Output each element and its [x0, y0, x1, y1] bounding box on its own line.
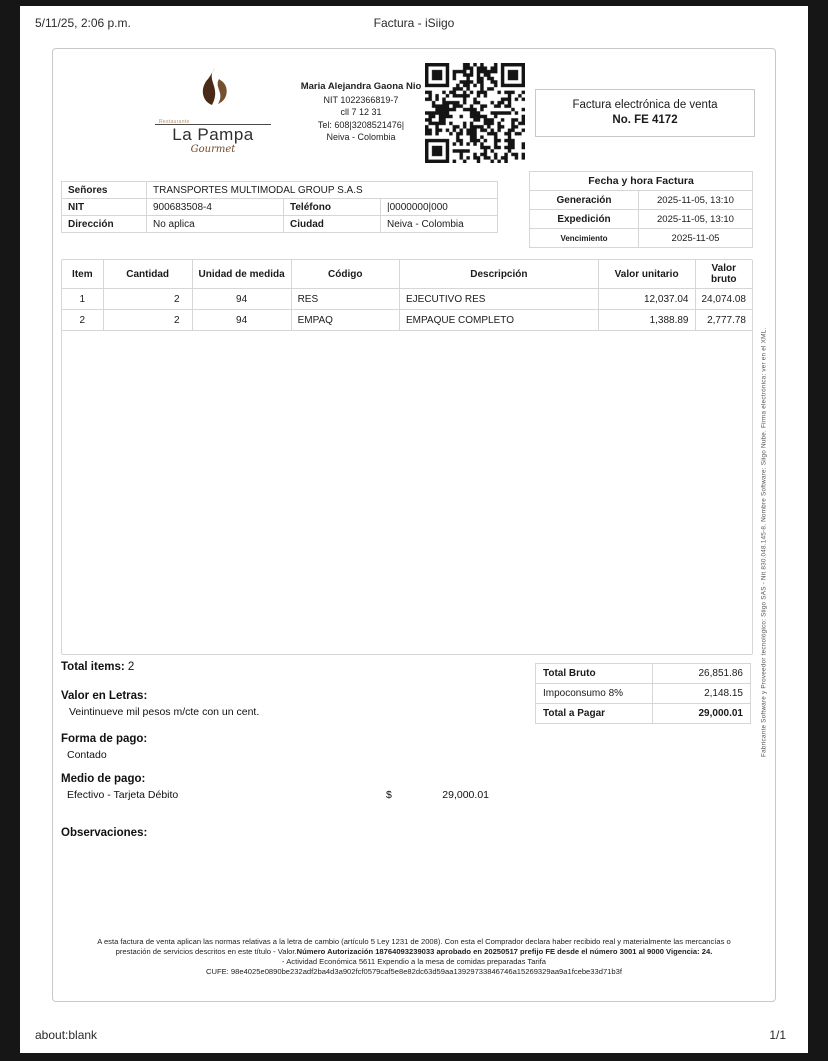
software-provider-note: Fabricante Software y Proveedor tecnológico: Siigo SAS - Nit 830.048.145-8. Nombre Software: Siigo Nube. Firma electrónica: ver en el XML. [760, 327, 768, 757]
medio-pago-value: Efectivo - Tarjeta Débito [67, 789, 179, 801]
customer-ciudad-label: Ciudad [284, 216, 381, 233]
qr-code [425, 63, 525, 163]
print-header [20, 16, 808, 34]
col-unidad: Unidad de medida [192, 260, 291, 289]
valor-letras-value: Veintinueve mil pesos m/cte con un cent. [69, 706, 260, 718]
legal-actividad-line: - Actividad Económica 5611 Expendio a la mesa de comidas preparadas Tarifa [282, 957, 546, 966]
customer-direccion-label: Dirección [62, 216, 147, 233]
item-unidad: 94 [192, 310, 291, 331]
forma-pago-label: Forma de pago: [61, 733, 148, 745]
items-table [62, 260, 752, 331]
invoice-number-box [535, 89, 755, 137]
print-title: Factura - iSiigo [373, 16, 455, 30]
legal-paragraph [87, 937, 741, 957]
company-info [281, 81, 441, 144]
impoconsumo-value: 2,148.15 [653, 684, 751, 704]
col-valor-unitario: Valor unitario [598, 260, 695, 289]
print-page-number: 1/1 [769, 1028, 786, 1042]
customer-telefono-label: Teléfono [284, 199, 381, 216]
table-row [536, 664, 751, 684]
item-valor-bruto: 24,074.08 [695, 289, 752, 310]
print-source-url: about:blank [35, 1028, 98, 1042]
customer-nit-label: NIT [62, 199, 147, 216]
customer-senores-label: Señores [62, 182, 147, 199]
vencimiento-label: Vencimiento [530, 229, 639, 248]
total-bruto-label: Total Bruto [536, 664, 653, 684]
legal-authorization-text: Número Autorización 18764093239033 aprobado en 20250517 prefijo FE desde el número 3001 al 9000 Vigencia: 24. [296, 947, 713, 956]
total-pagar-value: 29,000.01 [653, 704, 751, 724]
item-row [62, 310, 752, 331]
expedicion-value: 2025-11-05, 13:10 [639, 210, 753, 229]
invoice-type-title: Factura electrónica de venta [572, 99, 718, 111]
item-codigo: EMPAQ [291, 310, 399, 331]
logo-restaurante-word: Restaurante [159, 119, 190, 125]
legal-normal-text: A esta factura de venta aplican las normas relativas a la letra de cambio (artículo 5 Ley 1231 de 2008). Con esta el Comprador declara haber recibido real y materialmente las mercancías o prestación de servicios descritos en este título - Valor. [97, 937, 731, 956]
valor-letras-label: Valor en Letras: [61, 690, 148, 702]
company-contact-name: Maria Alejandra Gaona Nio [300, 81, 422, 92]
print-page [20, 6, 808, 1053]
medio-pago-label: Medio de pago: [61, 773, 146, 785]
table-row [536, 704, 751, 724]
invoice-dates-table [529, 171, 753, 248]
item-row [62, 289, 752, 310]
total-items-label: Total items: [61, 661, 125, 673]
table-row [530, 172, 753, 191]
forma-pago-value: Contado [67, 749, 107, 761]
company-city: Neiva - Colombia [326, 132, 396, 142]
expedicion-label: Expedición [530, 210, 639, 229]
table-row [62, 199, 498, 216]
item-valor-bruto: 2,777.78 [695, 310, 752, 331]
medio-pago-amount: 29,000.01 [442, 789, 489, 801]
item-number: 2 [62, 310, 103, 331]
company-nit: NIT 1022366819-7 [323, 94, 399, 105]
total-bruto-value: 26,851.86 [653, 664, 751, 684]
logo-subname: Gourmet [190, 144, 236, 155]
item-descripcion: EMPAQUE COMPLETO [399, 310, 598, 331]
item-unidad: 94 [192, 289, 291, 310]
item-valor-unitario: 12,037.04 [598, 289, 695, 310]
impoconsumo-label: Impoconsumo 8% [536, 684, 653, 704]
item-valor-unitario: 1,388.89 [598, 310, 695, 331]
legal-cufe-line: CUFE: 98e4025e0890be232adf2ba4d3a902fcf0579caf5e8e82dc63d59aa13929733846746a15269329aa9a1fcebe33d71b3f [206, 967, 622, 976]
print-footer [20, 1028, 808, 1046]
item-number: 1 [62, 289, 103, 310]
table-row [530, 229, 753, 248]
flame-icon [191, 67, 235, 119]
print-datetime: 5/11/25, 2:06 p.m. [35, 16, 131, 30]
observaciones-label: Observaciones: [61, 827, 148, 839]
items-table-container [61, 259, 753, 655]
company-phone: Tel: 608|3208521476| [317, 119, 405, 130]
currency-symbol: $ [386, 789, 392, 801]
total-pagar-label: Total a Pagar [536, 704, 653, 724]
customer-nit-value: 900683508-4 [147, 199, 284, 216]
col-codigo: Código [291, 260, 399, 289]
items-header-row [62, 260, 752, 289]
logo-name: La Pampa [155, 124, 271, 145]
item-descripcion: EJECUTIVO RES [399, 289, 598, 310]
generacion-label: Generación [530, 191, 639, 210]
invoice-document [52, 48, 776, 1002]
customer-ciudad-value: Neiva - Colombia [381, 216, 498, 233]
totals-table [535, 663, 751, 724]
col-descripcion: Descripción [399, 260, 598, 289]
table-row [530, 191, 753, 210]
total-items-value: 2 [127, 661, 135, 673]
table-row [62, 216, 498, 233]
company-address: cll 7 12 31 [340, 107, 382, 117]
customer-telefono-value: |0000000|000 [381, 199, 498, 216]
vencimiento-value: 2025-11-05 [639, 229, 753, 248]
qr-code-canvas [425, 63, 525, 163]
item-cantidad: 2 [103, 310, 192, 331]
dates-header: Fecha y hora Factura [530, 172, 753, 191]
col-valor-bruto: Valor bruto [695, 260, 752, 289]
col-cantidad: Cantidad [103, 260, 192, 289]
col-item: Item [62, 260, 103, 289]
customer-senores-value: TRANSPORTES MULTIMODAL GROUP S.A.S [147, 182, 498, 199]
item-cantidad: 2 [103, 289, 192, 310]
total-items-line [61, 661, 134, 673]
customer-direccion-value: No aplica [147, 216, 284, 233]
table-row [530, 210, 753, 229]
table-row [536, 684, 751, 704]
invoice-number: No. FE 4172 [612, 114, 678, 126]
legal-text [87, 937, 741, 977]
table-row [62, 182, 498, 199]
company-logo [153, 67, 273, 155]
item-codigo: RES [291, 289, 399, 310]
generacion-value: 2025-11-05, 13:10 [639, 191, 753, 210]
customer-table [61, 181, 498, 233]
